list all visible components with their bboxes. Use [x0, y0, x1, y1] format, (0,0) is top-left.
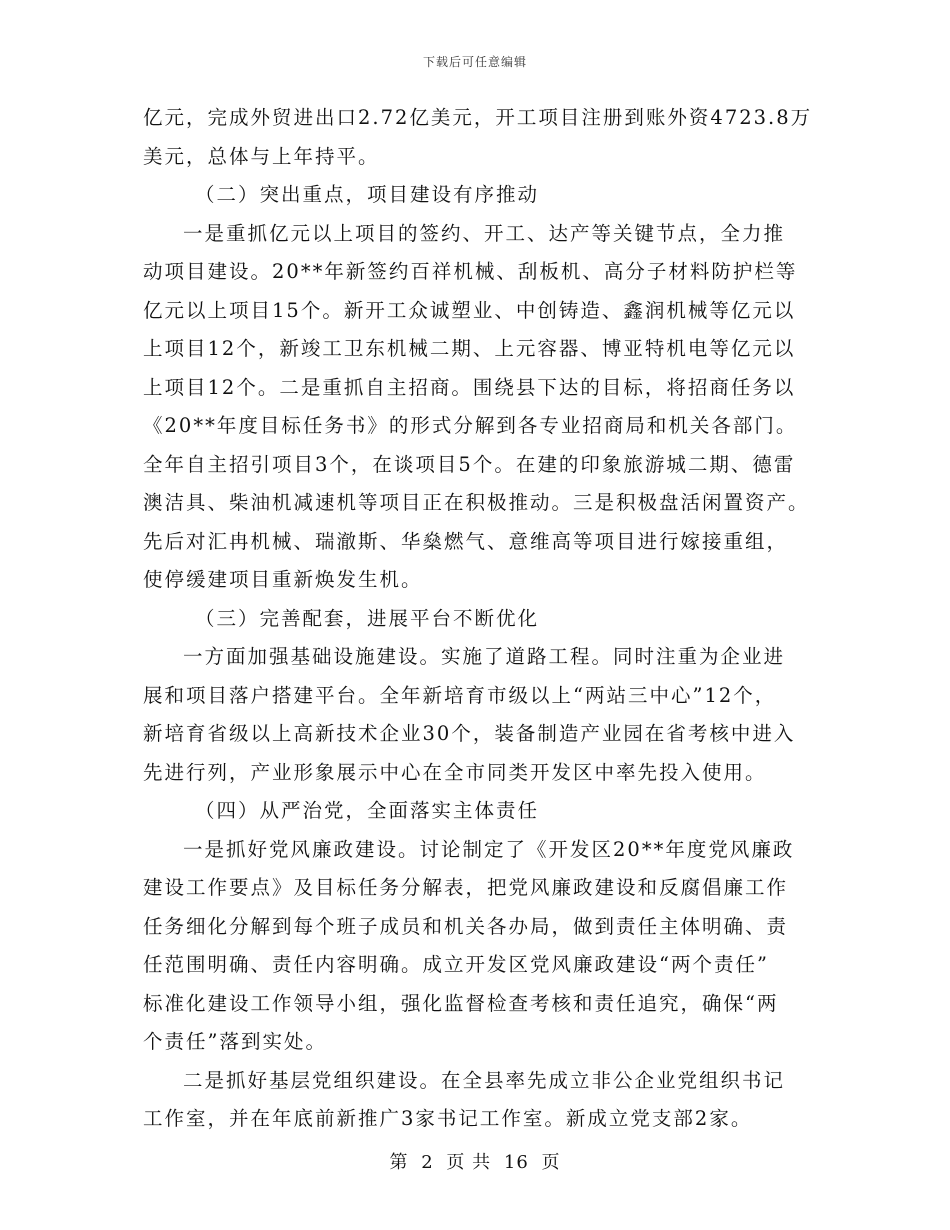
body-line: 建设工作要点》及目标任务分解表，把党风廉政建设和反腐倡廉工作	[143, 876, 789, 899]
document-body	[143, 99, 811, 1139]
body-line: 标准化建设工作领导小组，强化监督检查考核和责任追究，确保“两	[143, 991, 779, 1015]
section-heading: （四）从严治党，全面落实主体责任	[195, 799, 540, 822]
section-heading: （二）突出重点，项目建设有序推动	[195, 183, 540, 206]
body-line: 全年自主招引项目3个，在谈项目5个。在建的印象旅游城二期、德雷	[143, 452, 796, 476]
body-line: 澳洁具、柴油机减速机等项目正在积极推动。三是积极盘活闲置资产。	[143, 491, 810, 514]
footer-middle: 页 共	[446, 1152, 492, 1173]
page-footer	[0, 1148, 950, 1174]
page-total: 16	[503, 1152, 529, 1173]
page-header-note: 下载后可任意编辑	[422, 55, 527, 69]
body-line: 先后对汇冉机械、瑞澈斯、华燊燃气、意维高等项目进行嫁接重组，	[143, 529, 789, 553]
body-line: 上项目12个。二是重抓自主招商。围绕县下达的目标，将招商任务以	[143, 375, 796, 399]
body-line: 上项目12个，新竣工卫东机械二期、上元容器、博亚特机电等亿元以	[143, 337, 796, 360]
body-line: 工作室，并在年底前新推广3家书记工作室。新成立党支部2家。	[143, 1107, 753, 1130]
body-line: 先进行列，产业形象展示中心在全市同类开发区中率先投入使用。	[143, 760, 767, 784]
footer-prefix: 第	[389, 1152, 409, 1173]
body-line: 一方面加强基础设施建设。实施了道路工程。同时注重为企业进	[183, 645, 786, 668]
body-line: 使停缓建项目重新焕发生机。	[143, 568, 423, 591]
body-line: 任范围明确、责任内容明确。成立开发区党风廉政建设“两个责任”	[143, 953, 769, 976]
body-line: 动项目建设。20**年新签约百祥机械、刮板机、高分子材料防护栏等	[143, 260, 798, 283]
body-line: 一是抓好党风廉政建设。讨论制定了《开发区20**年度党风廉政	[183, 837, 795, 861]
body-line: 美元，总体与上年持平。	[143, 144, 380, 168]
section-heading: （三）完善配套，进展平台不断优化	[195, 606, 540, 630]
body-line: 任务细化分解到每个班子成员和机关各办局，做到责任主体明确、责	[143, 914, 789, 938]
body-line: 亿元，完成外贸进出口2.72亿美元，开工项目注册到账外资4723.8万	[143, 106, 813, 129]
body-line: 一是重抓亿元以上项目的签约、开工、达产等关键节点，全力推	[183, 221, 786, 245]
body-line: 新培育省级以上高新技术企业30个，装备制造产业园在省考核中进入	[143, 722, 796, 745]
body-line: 亿元以上项目15个。新开工众诚塑业、中创铸造、鑫润机械等亿元以	[143, 298, 796, 322]
body-line: 二是抓好基层党组织建设。在全县率先成立非公企业党组织书记	[183, 1068, 786, 1092]
body-line: 展和项目落户搭建平台。全年新培育市级以上“两站三中心”12个，	[143, 683, 777, 707]
page-number: 2	[421, 1152, 434, 1173]
body-line: 个责任”落到实处。	[143, 1030, 327, 1053]
body-line: 《20**年度目标任务书》的形式分解到各专业招商局和机关各部门。	[143, 414, 798, 437]
footer-suffix: 页	[541, 1152, 561, 1173]
